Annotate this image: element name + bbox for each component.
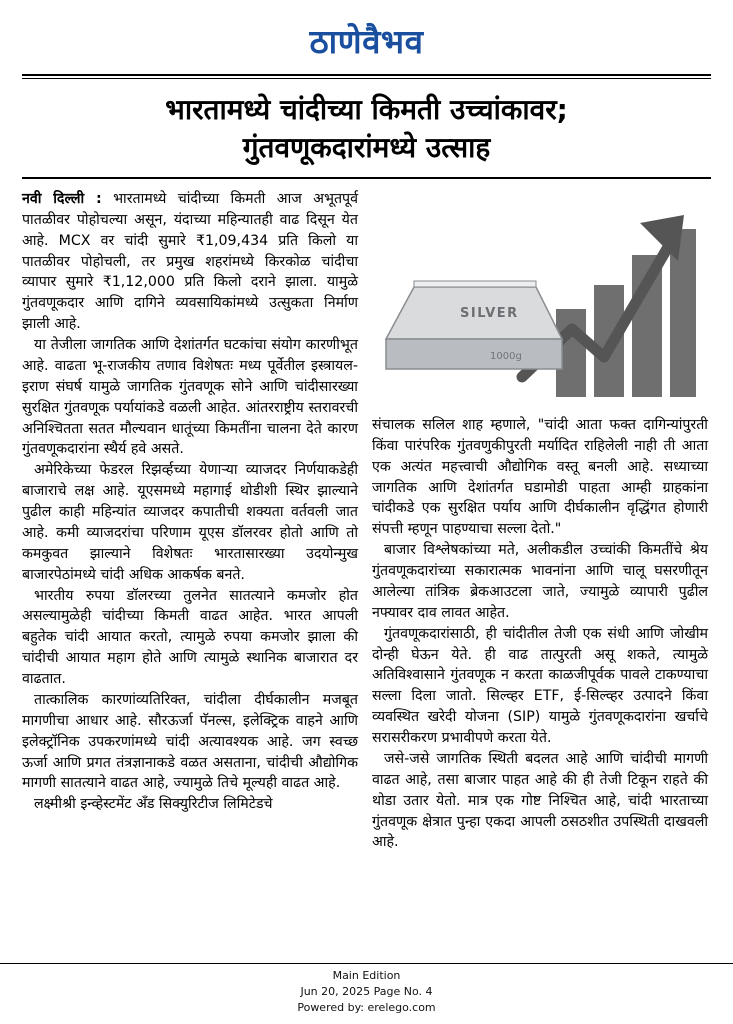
paragraph: अमेरिकेच्या फेडरल रिझर्व्हच्या येणाऱ्या व्याजदर निर्णयाकडेही बाजाराचे लक्ष आहे. यूएसमध्ये महागाई थोडीशी स्थिर झाल्याने पुढील काही महिन्यांत व्याजदर कपातीची शक्यता वर्तवली जात आहे. कमी व्याजदरांचा परिणाम यूएस डॉलरवर होतो आणि तो कमकुवत झाल्याने विशेषतः भारतासारख्या उदयोन्मुख बाजारपेठांमध्ये चांदी अधिक आकर्षक बनते.	[22, 462, 358, 583]
paragraph: संचालक सलिल शाह म्हणाले, "चांदी आता फक्त दागिन्यांपुरती किंवा पारंपरिक गुंतवणुकीपुरती मर्यादित राहिलेली नाही ती आता एक अत्यंत महत्त्वाची औद्योगिक वस्तू बनली आहे. सध्याच्या जागतिक आणि देशांतर्गत घडामोडी पाहता आम्ही ग्राहकांना चांदीकडे एक सुरक्षित पर्याय आणि दीर्घकालीन वृद्धिंगत होणारी संपत्ती म्हणून पाहण्याचा सल्ला देतो."	[372, 416, 708, 538]
dateline: नवी दिल्ली :	[22, 190, 102, 207]
headline-rule	[22, 177, 711, 179]
masthead-rule	[22, 74, 711, 76]
paragraph: भारतीय रुपया डॉलरच्या तुलनेत सातत्याने कमजोर होत असल्यामुळेही चांदीच्या किमती वाढत आहेत. भारत आपली बहुतेक चांदी आयात करतो, त्यामुळे रुपया कमजोर झाला की चांदीची आयात महाग होते आणि त्यामुळे स्थानिक बाजारात दर वाढतात.	[22, 587, 358, 688]
paragraph: जसे-जसे जागतिक स्थिती बदलत आहे आणि चांदीची मागणी वाढत आहे, तसा बाजार पाहत आहे की ही तेजी टिकून राहते की थोडा उतार येतो. मात्र एक गोष्ट निश्चित आहे, चांदी भारताच्या गुंतवणूक क्षेत्रात पुन्हा एकदा आपली ठसठशीत उपस्थिती दाखवली आहे.	[372, 750, 708, 851]
paragraph: तात्कालिक कारणांव्यतिरिक्त, चांदीला दीर्घकालीन मजबूत मागणीचा आधार आहे. सौरऊर्जा पॅनल्स, इलेक्ट्रिक वाहने आणि इलेक्ट्रॉनिक उपकरणांमध्ये चांदी अत्यावश्यक आहे. जग स्वच्छ ऊर्जा आणि प्रगत तंत्रज्ञानाकडे वळत असताना, चांदीची औद्योगिक मागणी सातत्याने वाढत आहे, ज्यामुळे तिचे मूल्यही वाढत आहे.	[22, 691, 358, 792]
headline-line-1: भारतामध्ये चांदीच्या किमती उच्चांकावर;	[165, 93, 568, 127]
article-left-column	[22, 189, 358, 815]
paragraph-text: भारतामध्ये चांदीच्या किमती आज अभूतपूर्व पातळीवर पोहोचल्या असून, यंदाच्या महिन्यातही वाढ दिसून येत आहे. MCX वर चांदी सुमारे ₹1,09,434 प्रति किलो या पातळीवर पोहोचली, तर प्रमुख शहरांमध्ये किरकोळ चांदीचा व्यापार सुमारे ₹1,12,000 प्रति किलो दराने झाला. यामुळे गुंतवणूकदार आणि दागिने व्यवसायिकांमध्ये उत्सुकता निर्माण झाली आहे.	[22, 190, 359, 333]
footer-rule	[0, 963, 733, 964]
svg-text:SILVER: SILVER	[460, 305, 519, 321]
footer-date-page: Jun 20, 2025 Page No. 4	[300, 985, 433, 999]
paragraph	[22, 189, 358, 335]
paragraph: गुंतवणूकदारांसाठी, ही चांदीतील तेजी एक संधी आणि जोखीम दोन्ही घेऊन येते. ही वाढ तात्पुरती असू शकते, त्यामुळे अतिविश्वासाने गुंतवणूक न करता काळजीपूर्वक पावले टाकण्याचा सल्ला दिला जातो. सिल्व्हर ETF, ई-सिल्व्हर उत्पादने किंवा व्यवस्थित खरेदी योजना (SIP) यामुळे गुंतवणूकदारांना खर्चाचे सरासरीकरण प्रभावीपणे करता येते.	[372, 625, 708, 747]
paragraph: या तेजीला जागतिक आणि देशांतर्गत घटकांचा संयोग कारणीभूत आहे. वाढता भू-राजकीय तणाव विशेषतः मध्य पूर्वेतील इस्त्रायल-इराण संघर्ष यामुळे जागतिक गुंतवणूक सोने आणि चांदीसारख्या सुरक्षित गुंतवणूक पर्यायांकडे वळली आहेत. आंतरराष्ट्रीय स्तरावरची अनिश्चितता सतत मौल्यवान धातूंच्या किमतींना चालना देते कारण गुंतवणूकदारांना स्थैर्य हवे असते.	[22, 337, 358, 458]
footer-powered-by: Powered by: erelego.com	[297, 1001, 436, 1015]
page-title	[26, 91, 707, 167]
footer-edition: Main Edition	[332, 969, 401, 983]
page-footer	[0, 963, 733, 1016]
silver-bar-illustration	[372, 189, 708, 407]
masthead-rule-thin	[22, 78, 711, 79]
paragraph: बाजार विश्लेषकांच्या मते, अलीकडील उच्चांकी किमतींचे श्रेय गुंतवणूकदारांच्या सकारात्मक भावनांना आणि चालू घसरणीतून आलेल्या तांत्रिक ब्रेकआउटला जाते, ज्यामुळे व्यापारी पुढील नफ्यावर दाव लावत आहेत.	[372, 542, 708, 621]
headline-line-2: गुंतवणूकदारांमध्ये उत्साह	[242, 131, 491, 165]
masthead	[22, 14, 711, 64]
svg-text:1000g: 1000g	[490, 350, 522, 362]
paragraph: लक्ष्मीश्री इन्व्हेस्टमेंट अँड सिक्युरिटीज लिमिटेडचे	[34, 796, 273, 813]
article-right-column	[372, 189, 708, 853]
masthead-title: ठाणेवैभव	[309, 22, 424, 61]
article-body	[22, 189, 711, 853]
